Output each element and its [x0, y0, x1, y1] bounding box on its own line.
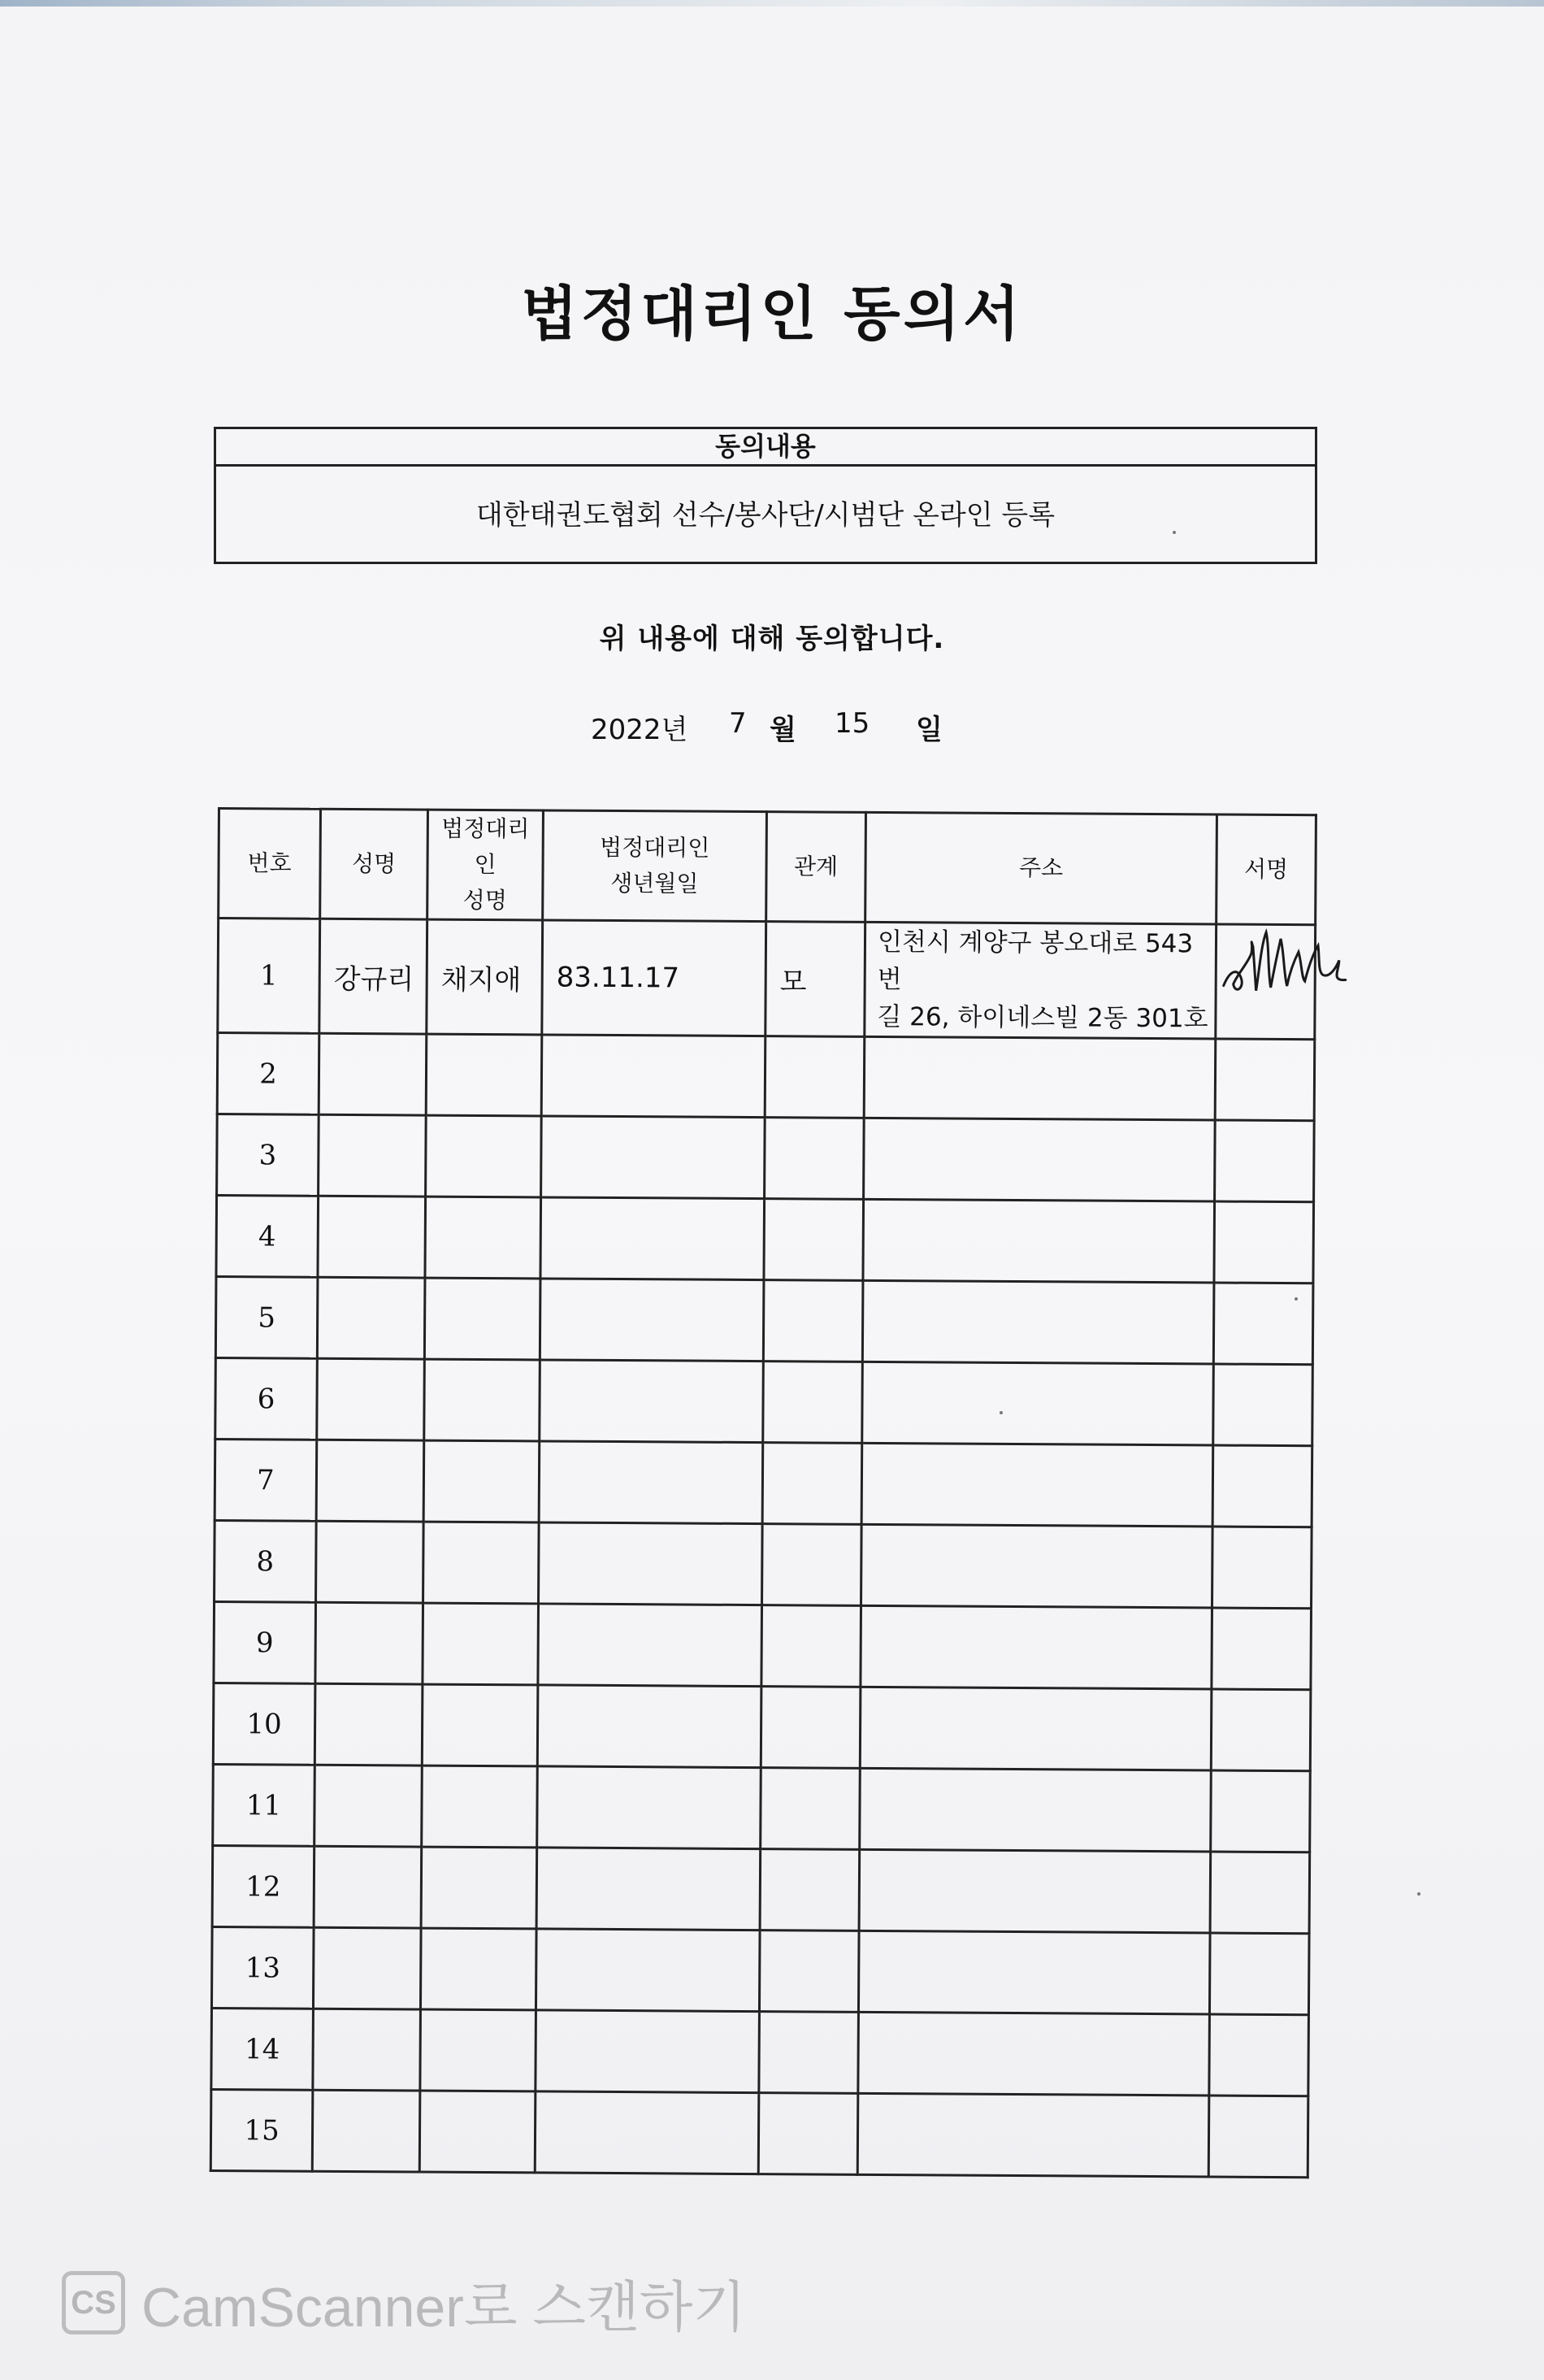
row-number: 15 — [210, 2089, 313, 2171]
table-row — [217, 1033, 1315, 1121]
camscanner-logo-icon: CS — [62, 2271, 125, 2334]
participant-name — [317, 1277, 425, 1359]
scan-speck — [1417, 1892, 1420, 1896]
signature-cell — [1213, 1283, 1313, 1365]
relation — [761, 1768, 861, 1850]
scan-speck — [1000, 1411, 1003, 1414]
table-header-row — [219, 809, 1316, 925]
relation — [761, 1687, 861, 1769]
table-row — [213, 1683, 1311, 1770]
signature-cell — [1214, 1201, 1314, 1283]
header-address: 주소 — [865, 812, 1217, 924]
address — [861, 1605, 1212, 1689]
relation — [765, 1118, 865, 1200]
guardian-name — [426, 1115, 542, 1197]
guardian-birthdate — [537, 1685, 761, 1768]
row-number: 7 — [215, 1439, 317, 1521]
address — [858, 2012, 1210, 2096]
table-row — [215, 1276, 1313, 1364]
relation — [758, 2093, 858, 2175]
signature-stroke — [1224, 932, 1346, 992]
row-number: 13 — [211, 1926, 314, 2009]
guardian-birthdate — [536, 2010, 760, 2093]
address — [861, 1524, 1213, 1608]
guardian-birthdate — [541, 1116, 765, 1199]
relation: 모 — [765, 922, 865, 1037]
participant-name — [314, 1846, 422, 1928]
guardian-name — [425, 1197, 541, 1279]
date-line — [0, 707, 1544, 748]
guardian-name — [424, 1359, 540, 1441]
participant-name — [319, 1033, 427, 1115]
row-number: 9 — [214, 1601, 316, 1683]
header-relation: 관계 — [766, 812, 866, 923]
guardian-name — [424, 1278, 540, 1360]
signature-cell — [1208, 2096, 1308, 2178]
guardian-birthdate — [537, 1766, 761, 1849]
row-number: 4 — [216, 1196, 319, 1278]
relation — [763, 1362, 863, 1444]
header-guardian-name: 법정대리 인 성명 — [427, 810, 544, 920]
guardian-birthdate — [536, 1848, 761, 1930]
watermark-text: CamScanner로 스캔하기 — [141, 2276, 747, 2339]
guardian-name — [421, 1847, 537, 1929]
participant-name — [318, 1196, 426, 1278]
row-number: 6 — [215, 1357, 318, 1440]
address — [864, 1118, 1216, 1201]
address — [864, 1036, 1216, 1120]
participant-name — [319, 1114, 427, 1197]
handwritten-signature — [1217, 921, 1356, 1003]
address — [862, 1280, 1214, 1364]
signature-cell — [1215, 1039, 1315, 1121]
guardian-birthdate — [540, 1279, 764, 1362]
row-number: 2 — [217, 1033, 319, 1115]
guardian-birthdate — [539, 1441, 763, 1524]
guardian-birthdate — [539, 1522, 763, 1605]
guardian-birthdate — [540, 1197, 765, 1280]
participant-name — [314, 1765, 423, 1847]
row-number: 3 — [217, 1114, 319, 1197]
consent-box — [214, 427, 1317, 564]
guardian-birthdate — [541, 1035, 765, 1118]
signature-cell — [1212, 1608, 1312, 1690]
table-row — [215, 1357, 1313, 1445]
signature-cell — [1210, 1852, 1310, 1934]
participant-name: 강규리 — [319, 919, 427, 1034]
guardian-name — [426, 1034, 542, 1116]
participant-name — [315, 1602, 423, 1684]
guardian-table — [210, 807, 1317, 2178]
consent-header: 동의내용 — [216, 429, 1315, 467]
row-number: 1 — [218, 919, 320, 1034]
address — [859, 1849, 1211, 1933]
participant-name — [313, 1927, 421, 2009]
table-row — [211, 2008, 1309, 2096]
guardian-name: 채지애 — [427, 919, 543, 1035]
agreement-statement: 위 내용에 대해 동의합니다. — [599, 623, 945, 655]
table-body — [210, 919, 1315, 2178]
table-row — [210, 2089, 1308, 2177]
address — [861, 1443, 1213, 1527]
signature-cell — [1209, 2014, 1309, 2096]
signature-cell — [1213, 1364, 1313, 1446]
participant-name — [313, 2009, 421, 2091]
guardian-birthdate: 83.11.17 — [542, 920, 766, 1036]
signature-cell — [1211, 1689, 1311, 1771]
table-row — [215, 1520, 1312, 1608]
header-name: 성명 — [320, 809, 428, 919]
table-row — [213, 1764, 1311, 1852]
participant-name — [317, 1358, 425, 1440]
header-guardian-birth: 법정대리인 생년월일 — [543, 810, 767, 922]
signature-cell — [1212, 1527, 1312, 1609]
guardian-name — [423, 1522, 540, 1604]
table-row — [215, 1439, 1312, 1527]
participant-name — [312, 2090, 420, 2172]
relation — [760, 1849, 860, 1931]
relation — [764, 1199, 864, 1281]
date-month: 7 — [729, 707, 747, 740]
row-number: 11 — [213, 1764, 315, 1846]
date-day-unit: 일 — [916, 714, 943, 746]
header-number: 번호 — [219, 809, 321, 919]
relation — [759, 1930, 859, 2013]
document-page — [0, 7, 1544, 2380]
table-row — [212, 1845, 1310, 1933]
row-number: 14 — [211, 2008, 314, 2090]
signature-cell — [1212, 1445, 1312, 1527]
table-row — [217, 1114, 1315, 1202]
consent-body: 대한태권도협회 선수/봉사단/시범단 온라인 등록 — [475, 499, 1056, 532]
date-year: 2022년 — [591, 714, 688, 746]
signature-cell — [1209, 1933, 1309, 2015]
participant-name — [316, 1521, 424, 1603]
guardian-name — [420, 1928, 536, 2010]
signature-cell — [1215, 1120, 1315, 1202]
guardian-birthdate — [538, 1604, 762, 1687]
scan-speck — [1295, 1297, 1298, 1301]
guardian-birthdate — [536, 1929, 760, 2012]
address — [860, 1687, 1212, 1770]
row-number: 5 — [215, 1276, 318, 1358]
guardian-birthdate — [535, 2091, 759, 2174]
date-day: 15 — [835, 707, 870, 740]
guardian-birthdate — [540, 1360, 764, 1443]
participant-name — [314, 1683, 423, 1765]
header-signature: 서명 — [1217, 814, 1316, 925]
guardian-name — [422, 1684, 538, 1766]
scan-speck — [1173, 531, 1176, 534]
address — [860, 1768, 1212, 1852]
relation — [759, 2012, 859, 2094]
row-number: 12 — [212, 1845, 314, 1927]
date-month-unit: 월 — [770, 714, 796, 746]
signature-cell — [1211, 1770, 1311, 1852]
relation — [762, 1443, 862, 1525]
address — [857, 2093, 1209, 2177]
guardian-name — [423, 1440, 540, 1522]
address: 인천시 계양구 봉오대로 543번 길 26, 하이네스빌 2동 301호 — [865, 922, 1217, 1039]
relation — [765, 1036, 865, 1118]
document-title: 법정대리인 동의서 — [521, 280, 1023, 348]
guardian-name — [423, 1603, 539, 1685]
relation — [761, 1605, 861, 1687]
address — [858, 1930, 1210, 2014]
table-row — [214, 1601, 1312, 1689]
signature-cell — [1216, 924, 1316, 1040]
row-number: 10 — [213, 1683, 315, 1765]
camscanner-watermark — [62, 2266, 746, 2339]
guardian-name — [419, 2091, 536, 2173]
relation — [762, 1524, 862, 1606]
address — [862, 1362, 1214, 1445]
table-row — [211, 1926, 1309, 2014]
table-row — [218, 919, 1316, 1040]
address — [863, 1199, 1215, 1283]
participant-name — [316, 1440, 424, 1522]
guardian-name — [420, 2009, 536, 2091]
relation — [763, 1280, 863, 1362]
guardian-name — [422, 1765, 538, 1848]
row-number: 8 — [215, 1520, 317, 1602]
table-row — [216, 1196, 1314, 1283]
